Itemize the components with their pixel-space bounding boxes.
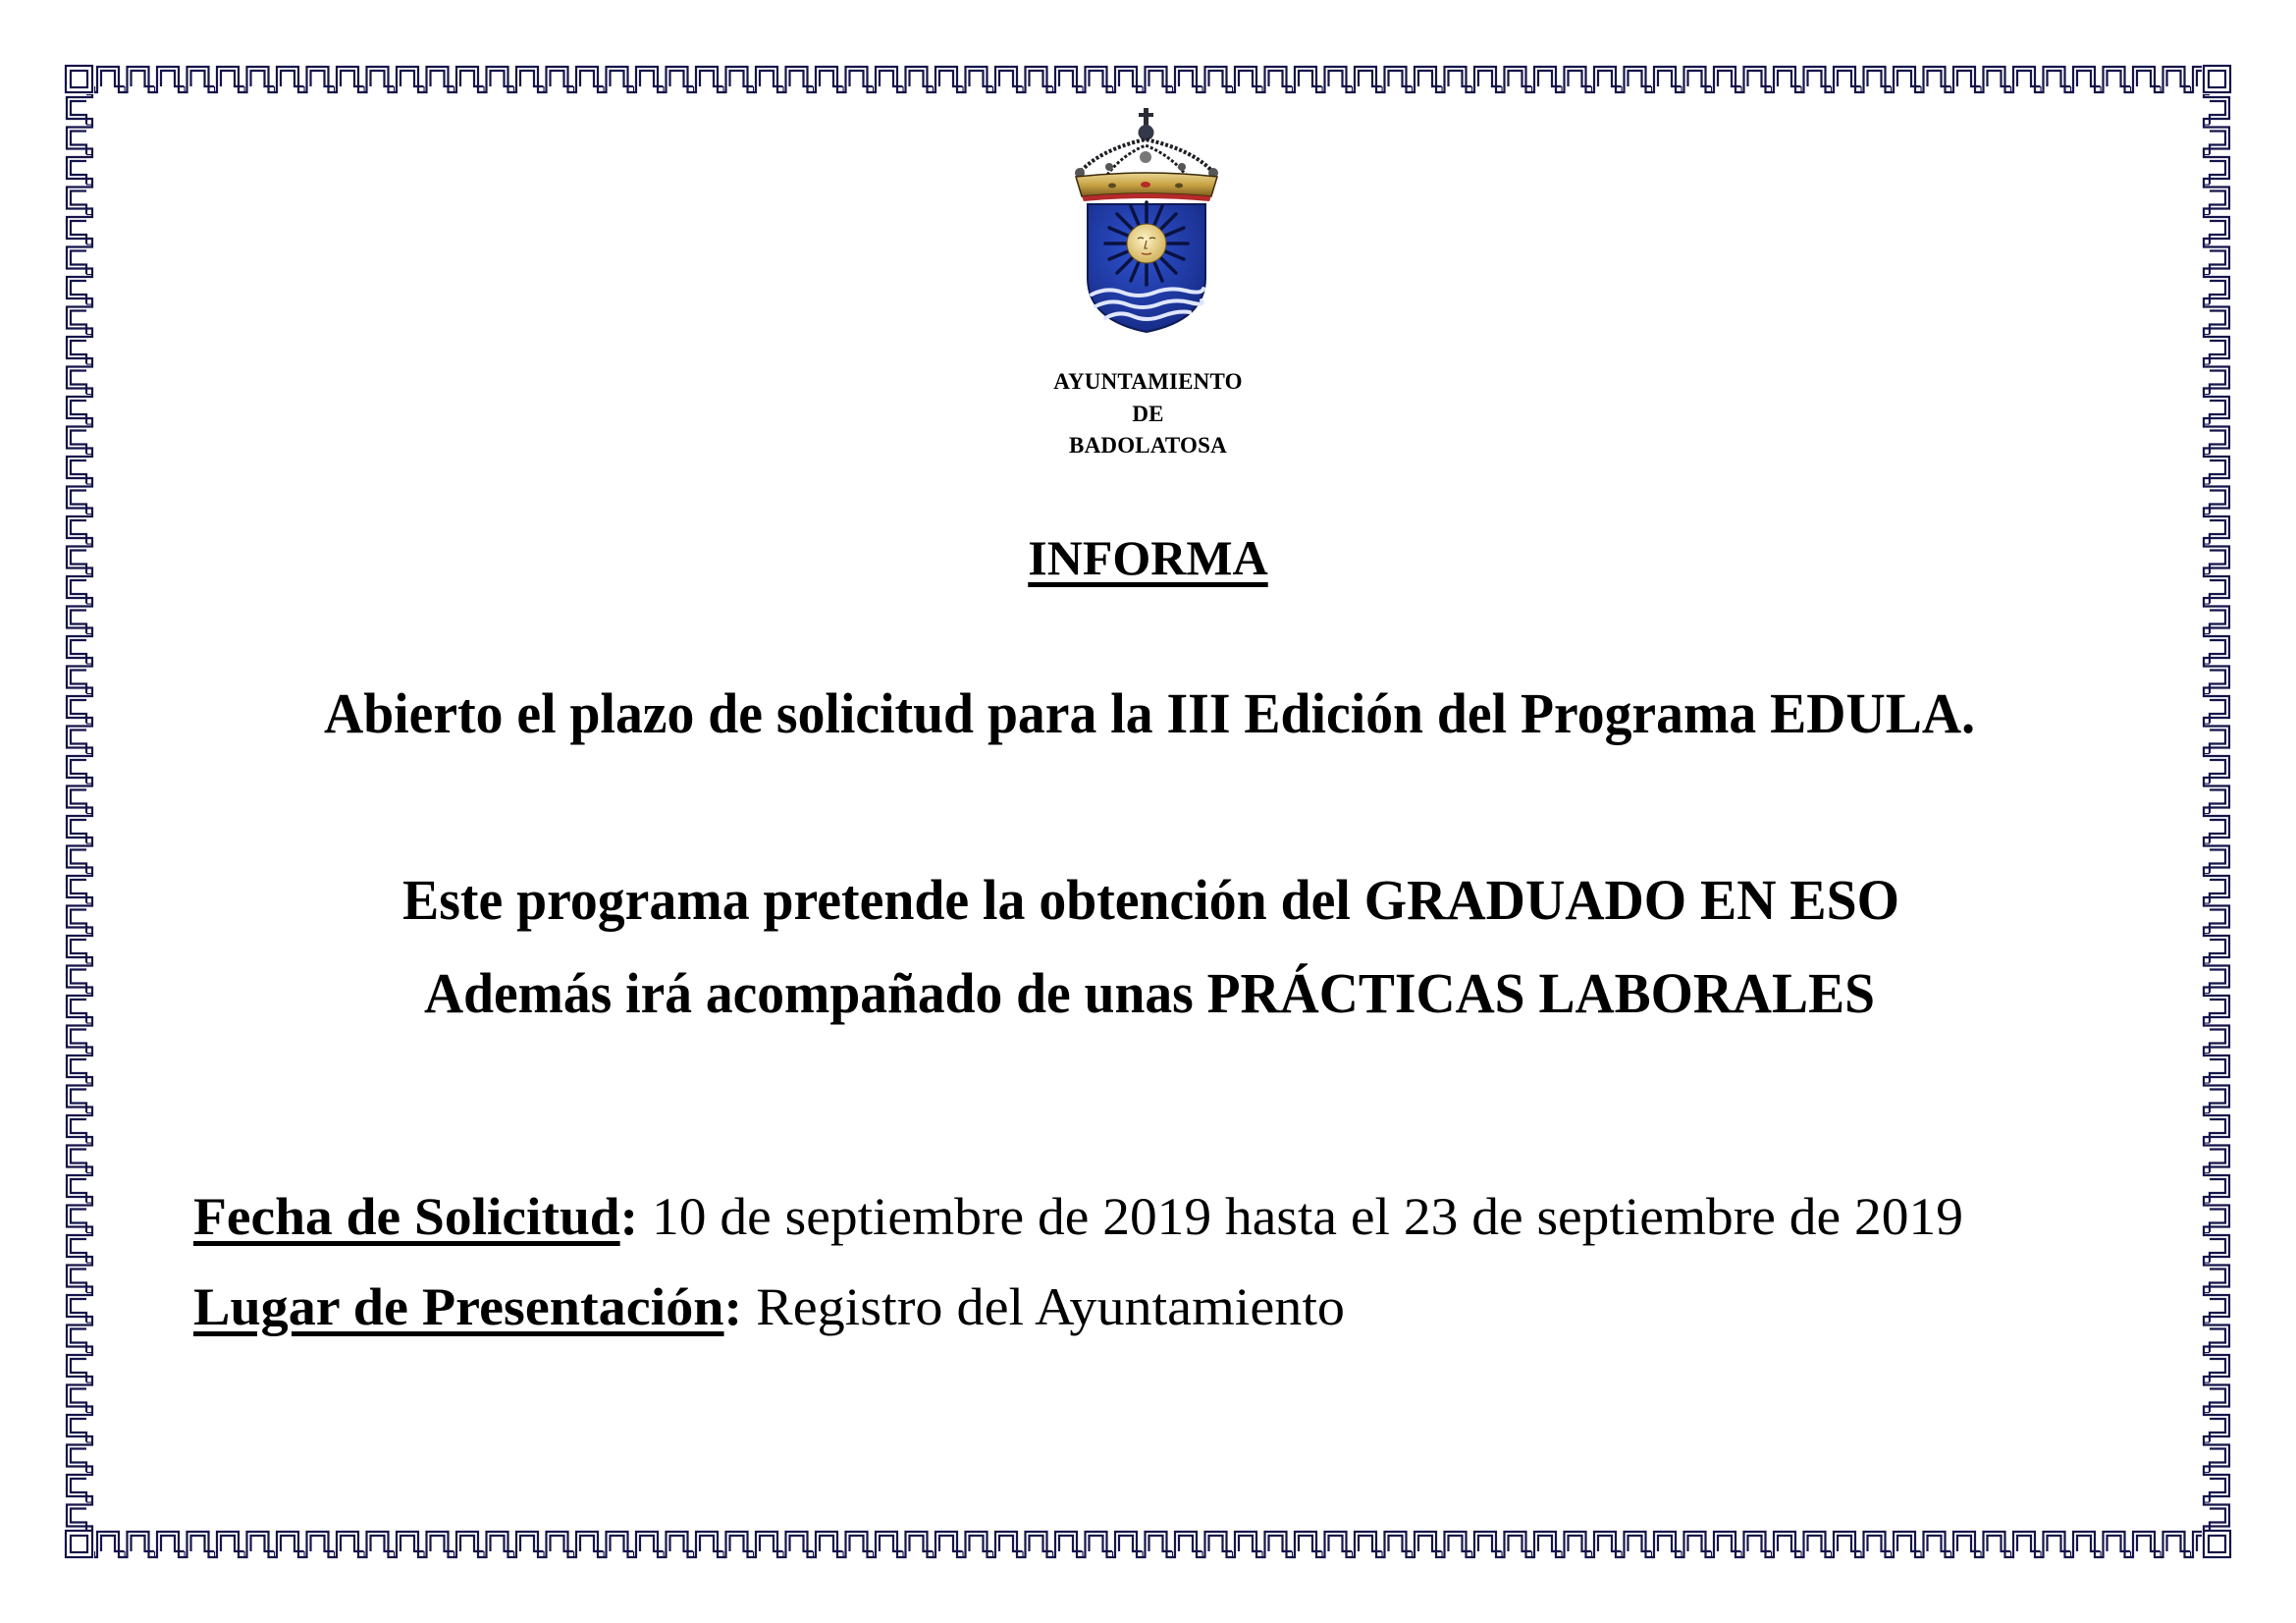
institution-name-line-2: [0, 403, 2296, 425]
title-text: INFORMA: [1028, 530, 1268, 585]
page-title: [0, 530, 2296, 585]
program-text-2: Además irá acompañado de unas PRÁCTICAS LABORALES: [424, 961, 1875, 1025]
program-line-1: [402, 868, 1959, 932]
label-colon: :: [619, 1187, 639, 1246]
submission-place-label: Lugar de Presentación: [193, 1277, 724, 1336]
institution-name-text: DE: [1132, 402, 1164, 426]
application-date-row: [193, 1187, 1963, 1246]
institution-name-line-3: [0, 434, 2296, 457]
institution-name-text: AYUNTAMIENTO: [1053, 369, 1243, 394]
application-date-value: 10 de septiembre de 2019 hasta el 23 de septiembre de 2019: [638, 1187, 1963, 1246]
application-date-content: [193, 1187, 1963, 1246]
coat-of-arms-icon: [1068, 106, 1225, 334]
institution-name-line-1: [0, 370, 2296, 393]
program-line-2: [424, 961, 1940, 1025]
institution-name-text: BADOLATOSA: [1069, 433, 1227, 458]
program-text-1: Este programa pretende la obtención del GRADUADO EN ESO: [402, 868, 1899, 932]
label-colon: :: [723, 1277, 743, 1336]
application-date-label: Fecha de Solicitud: [193, 1187, 620, 1246]
submission-place-content: [193, 1277, 1345, 1336]
submission-place-row: [193, 1277, 1345, 1336]
announcement-line: [324, 681, 2044, 745]
announcement-text: Abierto el plazo de solicitud para la III Edición del Programa EDULA.: [324, 681, 1975, 745]
submission-place-value: Registro del Ayuntamiento: [742, 1277, 1345, 1336]
